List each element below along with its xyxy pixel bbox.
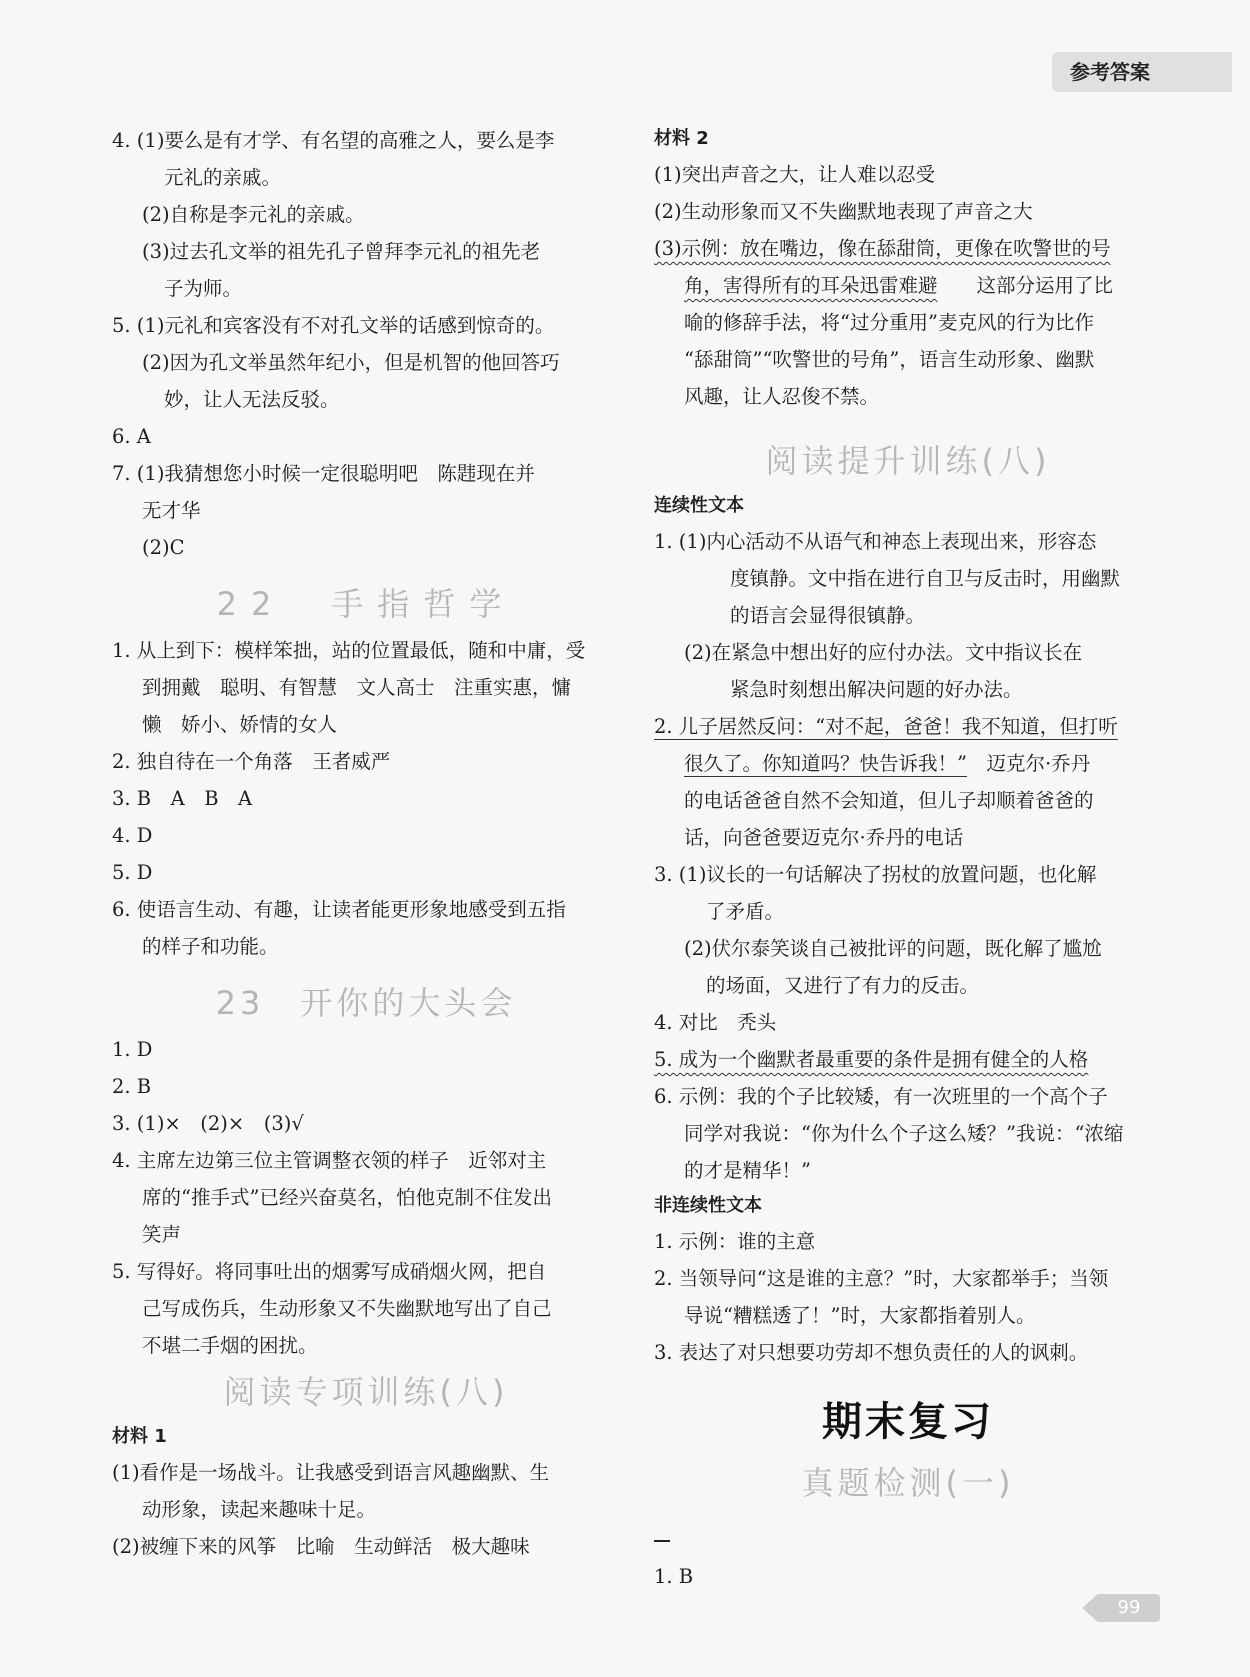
answer-line: (2)在紧急中想出好的应付办法。文中指议长在 <box>684 641 1083 664</box>
answer-text <box>938 274 977 297</box>
answer-line: 6. 示例：我的个子比较矮，有一次班里的一个高个子 <box>654 1085 1108 1108</box>
answer-line: 无才华 <box>142 499 201 522</box>
answer-line: 的样子和功能。 <box>142 935 279 958</box>
answer-line: 话，向爸爸要迈克尔·乔丹的电话 <box>684 826 964 849</box>
answer-line: “舔甜筒”“吹警世的号角”，语言生动形象、幽默 <box>684 348 1095 371</box>
answer-text <box>967 752 987 775</box>
page-number: 99 <box>1098 1594 1160 1622</box>
answer-text: 这部分运用了比 <box>976 274 1114 297</box>
answer-line <box>654 230 1162 267</box>
answer-line: 妙，让人无法反驳。 <box>164 388 340 411</box>
answer-line: 风趣，让人忍俊不禁。 <box>684 385 880 408</box>
underlined-text: 很久了。你知道吗？快告诉我！” <box>684 752 967 775</box>
answer-line: 喻的修辞手法，将“过分重用”麦克风的行为比作 <box>684 311 1094 334</box>
answer-line: (2)因为孔文举虽然年纪小，但是机智的他回答巧 <box>142 351 560 374</box>
header-tag: 参考答案 <box>1052 52 1232 92</box>
answer-line: 子为师。 <box>164 277 243 300</box>
section-title-23: 23 开你的大头会 <box>215 984 517 1022</box>
material-2-title: 材料 2 <box>654 128 709 149</box>
answer-line: (3)过去孔文举的祖先孔子曾拜李元礼的祖先老 <box>142 240 541 263</box>
answer-line: 的场面，又进行了有力的反击。 <box>706 974 980 997</box>
answer-line: (2)被缠下来的风筝 比喻 生动鲜活 极大趣味 <box>112 1535 530 1558</box>
answer-text: 迈克尔·乔丹 <box>986 752 1091 775</box>
underlined-text: 角，害得所有的耳朵迅雷难避 <box>684 274 938 297</box>
answer-line <box>654 708 1162 745</box>
answer-line: 的才是精华！” <box>684 1159 811 1182</box>
answer-line: 懒 娇小、娇情的女人 <box>142 713 338 736</box>
answer-line: 3. (1)× (2)× (3)√ <box>112 1112 304 1135</box>
answer-line: 元礼的亲戚。 <box>164 166 282 189</box>
answer-line: (2)自称是李元礼的亲戚。 <box>142 203 365 226</box>
answer-line: 3. B A B A <box>112 787 253 810</box>
answer-line <box>654 745 1162 782</box>
answer-line: 7. (1)我猜想您小时候一定很聪明吧 陈韪现在并 <box>112 462 535 485</box>
answer-line: 紧急时刻想出解决问题的好办法。 <box>730 678 1023 701</box>
answer-line: 导说“糟糕透了！”时，大家都指着别人。 <box>684 1304 1036 1327</box>
answer-line: 5. (1)元礼和宾客没有不对孔文举的话感到惊奇的。 <box>112 314 555 337</box>
underlined-text: (3)示例：放在嘴边，像在舔甜筒，更像在吹警世的号 <box>654 237 1111 260</box>
answer-line: 4. D <box>112 824 153 847</box>
answer-line: 动形象，读起来趣味十足。 <box>142 1498 377 1521</box>
answer-line: 1. B <box>654 1565 694 1588</box>
continuous-text-title: 连续性文本 <box>654 495 744 516</box>
answer-line <box>654 1041 1162 1078</box>
answer-line: 同学对我说：“你为什么个子这么矮？”我说：“浓缩 <box>684 1122 1124 1145</box>
answer-line: 席的“推手式”已经兴奋莫名，怕他克制不住发出 <box>142 1186 552 1209</box>
answer-line <box>654 267 1162 304</box>
answer-line: 5. D <box>112 861 153 884</box>
answer-line: 5. 写得好。将同事吐出的烟雾写成硝烟火网，把自 <box>112 1260 547 1283</box>
answer-line: 4. 主席左边第三位主管调整衣领的样子 近邻对主 <box>112 1149 547 1172</box>
answer-line: (2)C <box>142 536 185 559</box>
part-one-marker <box>654 1521 1162 1558</box>
section-title-reading-up: 阅读提升训练(八) <box>765 442 1051 480</box>
answer-line: 1. D <box>112 1038 153 1061</box>
answer-line: 2. B <box>112 1075 152 1098</box>
answer-line: 4. 对比 秃头 <box>654 1011 777 1034</box>
answer-line: 2. 当领导问“这是谁的主意？”时，大家都举手；当领 <box>654 1267 1109 1290</box>
answer-line: 2. 独自待在一个角落 王者威严 <box>112 750 391 773</box>
answer-line: 的语言会显得很镇静。 <box>730 604 926 627</box>
underlined-text: 5. 成为一个幽默者最重要的条件是拥有健全的人格 <box>654 1048 1089 1071</box>
answer-line: 度镇静。文中指在进行自卫与反击时，用幽默 <box>730 567 1121 590</box>
dash-mark <box>654 1540 670 1542</box>
answer-line: 笑声 <box>142 1223 182 1246</box>
section-title-reading-special: 阅读专项训练(八) <box>223 1373 509 1411</box>
answer-line: 3. 表达了对只想要功劳却不想负责任的人的讽刺。 <box>654 1341 1089 1364</box>
answer-line: (2)生动形象而又不失幽默地表现了声音之大 <box>654 200 1033 223</box>
section-title-22: 22 手指哲学 <box>216 585 516 623</box>
real-test-title: 真题检测(一) <box>801 1464 1015 1502</box>
answer-line: (1)看作是一场战斗。让我感受到语言风趣幽默、生 <box>112 1461 550 1484</box>
answer-line: 6. 使语言生动、有趣，让读者能更形象地感受到五指 <box>112 898 566 921</box>
answer-line: 了矛盾。 <box>706 900 785 923</box>
answer-line: 1. 示例：谁的主意 <box>654 1230 816 1253</box>
answer-line: 4. (1)要么是有才学、有名望的高雅之人，要么是李 <box>112 129 555 152</box>
answer-line: 1. (1)内心活动不从语气和神态上表现出来，形容态 <box>654 530 1097 553</box>
right-column <box>654 122 1162 1595</box>
answer-line: 到拥戴 聪明、有智慧 文人高士 注重实惠，慵 <box>142 676 572 699</box>
final-review-title: 期末复习 <box>822 1399 994 1445</box>
noncontinuous-text-title: 非连续性文本 <box>654 1195 762 1216</box>
answer-line: 己写成伤兵，生动形象又不失幽默地写出了自己 <box>142 1297 552 1320</box>
answer-line: 3. (1)议长的一句话解决了拐杖的放置问题，也化解 <box>654 863 1097 886</box>
answer-line: 不堪二手烟的困扰。 <box>142 1334 318 1357</box>
answer-line: 的电话爸爸自然不会知道，但儿子却顺着爸爸的 <box>684 789 1094 812</box>
answer-line: (2)伏尔泰笑谈自己被批评的问题，既化解了尴尬 <box>684 937 1102 960</box>
answer-line: 1. 从上到下：模样笨拙，站的位置最低，随和中庸，受 <box>112 639 586 662</box>
left-column <box>112 122 620 1565</box>
answer-line: (1)突出声音之大，让人难以忍受 <box>654 163 936 186</box>
material-1-title: 材料 1 <box>112 1426 167 1447</box>
answer-line: 6. A <box>112 425 151 448</box>
underlined-text: 2. 儿子居然反问：“对不起，爸爸！我不知道，但打听 <box>654 715 1118 738</box>
